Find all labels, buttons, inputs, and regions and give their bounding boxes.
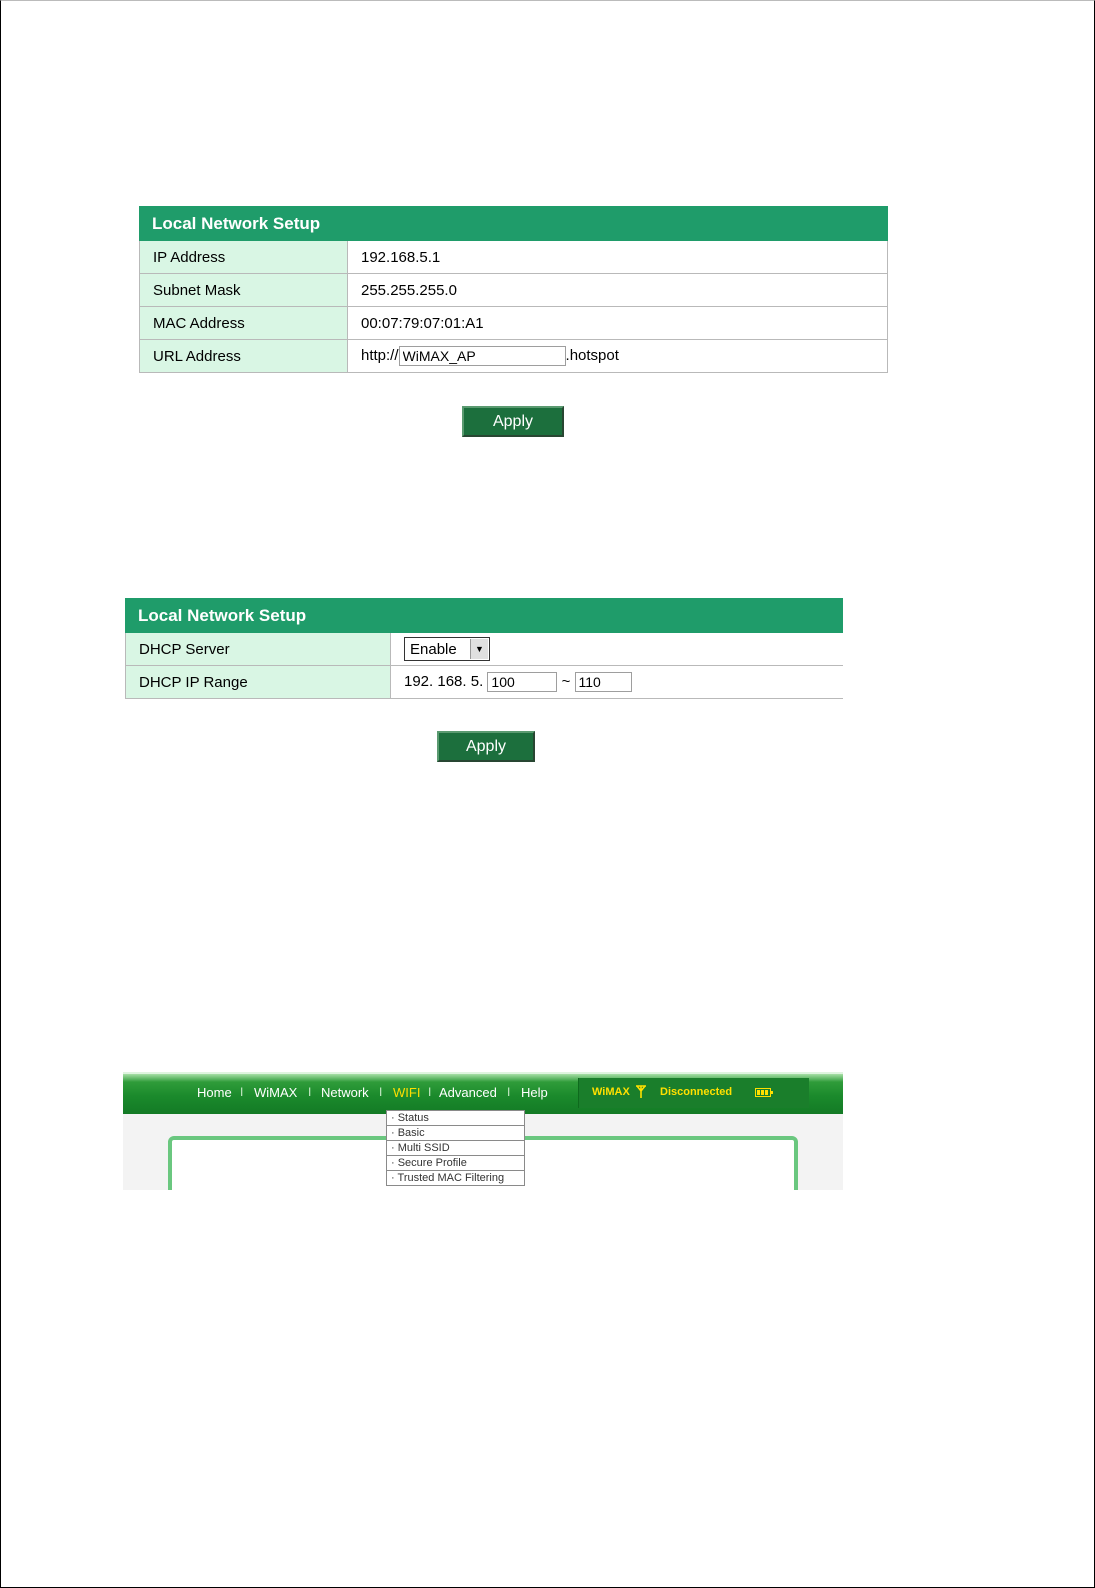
nav-help[interactable]: Help <box>521 1085 548 1100</box>
dhcp-server-cell <box>391 633 844 666</box>
menu-item-trusted-mac-filtering[interactable]: · Trusted MAC Filtering <box>391 1172 505 1184</box>
table-row <box>126 666 844 699</box>
wifi-dropdown-menu <box>386 1110 525 1186</box>
dhcp-setup-table <box>125 598 843 699</box>
nav-separator: I <box>428 1085 432 1099</box>
range-end-input[interactable] <box>575 672 632 692</box>
apply-button[interactable]: Apply <box>437 731 535 762</box>
nav-separator: I <box>379 1085 383 1099</box>
ip-range-prefix: 192. 168. 5. <box>404 672 484 690</box>
url-address-cell <box>348 340 888 373</box>
table-row <box>140 241 888 274</box>
local-network-setup-table <box>139 206 888 373</box>
mac-address-label: MAC Address <box>140 307 348 340</box>
top-nav-bar <box>123 1072 843 1114</box>
antenna-icon <box>635 1085 647 1099</box>
connection-status: Disconnected <box>660 1086 733 1098</box>
subnet-mask-value: 255.255.255.0 <box>348 274 888 307</box>
battery-icon <box>755 1088 771 1097</box>
nav-wifi[interactable]: WIFI <box>393 1085 421 1100</box>
wifi-menu-screenshot <box>123 1072 843 1190</box>
url-hostname-input[interactable] <box>399 346 566 366</box>
nav-network[interactable]: Network <box>321 1085 369 1100</box>
range-start-input[interactable] <box>487 672 557 692</box>
mac-address-value: 00:07:79:07:01:A1 <box>348 307 888 340</box>
nav-home[interactable]: Home <box>197 1085 232 1100</box>
nav-separator: I <box>240 1085 244 1099</box>
range-separator: ~ <box>561 672 571 690</box>
table-row <box>140 274 888 307</box>
dhcp-ip-range-cell <box>391 666 844 699</box>
apply-button[interactable]: Apply <box>462 406 564 437</box>
ip-address-value: 192.168.5.1 <box>348 241 888 274</box>
chevron-down-icon[interactable]: ▼ <box>470 639 488 659</box>
menu-item-secure-profile[interactable]: · Secure Profile <box>387 1156 524 1171</box>
table-title: Local Network Setup <box>126 599 844 633</box>
url-prefix: http:// <box>361 346 399 364</box>
dhcp-server-selected: Enable <box>410 641 457 658</box>
table-row <box>140 307 888 340</box>
subnet-mask-label: Subnet Mask <box>140 274 348 307</box>
menu-item-multi-ssid[interactable]: · Multi SSID <box>387 1141 524 1156</box>
table-row <box>140 340 888 373</box>
table-row <box>126 633 844 666</box>
menu-item-status[interactable]: · Status <box>387 1111 524 1126</box>
dhcp-server-label: DHCP Server <box>126 633 391 666</box>
nav-advanced[interactable]: Advanced <box>439 1085 497 1100</box>
menu-item-basic[interactable]: · Basic <box>387 1126 524 1141</box>
dhcp-server-select[interactable] <box>404 637 490 661</box>
wimax-status-label: WiMAX <box>592 1086 630 1098</box>
nav-separator: I <box>308 1085 312 1099</box>
connection-status-panel <box>578 1078 809 1108</box>
nav-wimax[interactable]: WiMAX <box>254 1085 298 1100</box>
dhcp-ip-range-label: DHCP IP Range <box>126 666 391 699</box>
url-suffix: .hotspot <box>565 346 619 364</box>
table-title: Local Network Setup <box>140 207 888 241</box>
url-address-label: URL Address <box>140 340 348 373</box>
nav-separator: I <box>507 1085 511 1099</box>
ip-address-label: IP Address <box>140 241 348 274</box>
